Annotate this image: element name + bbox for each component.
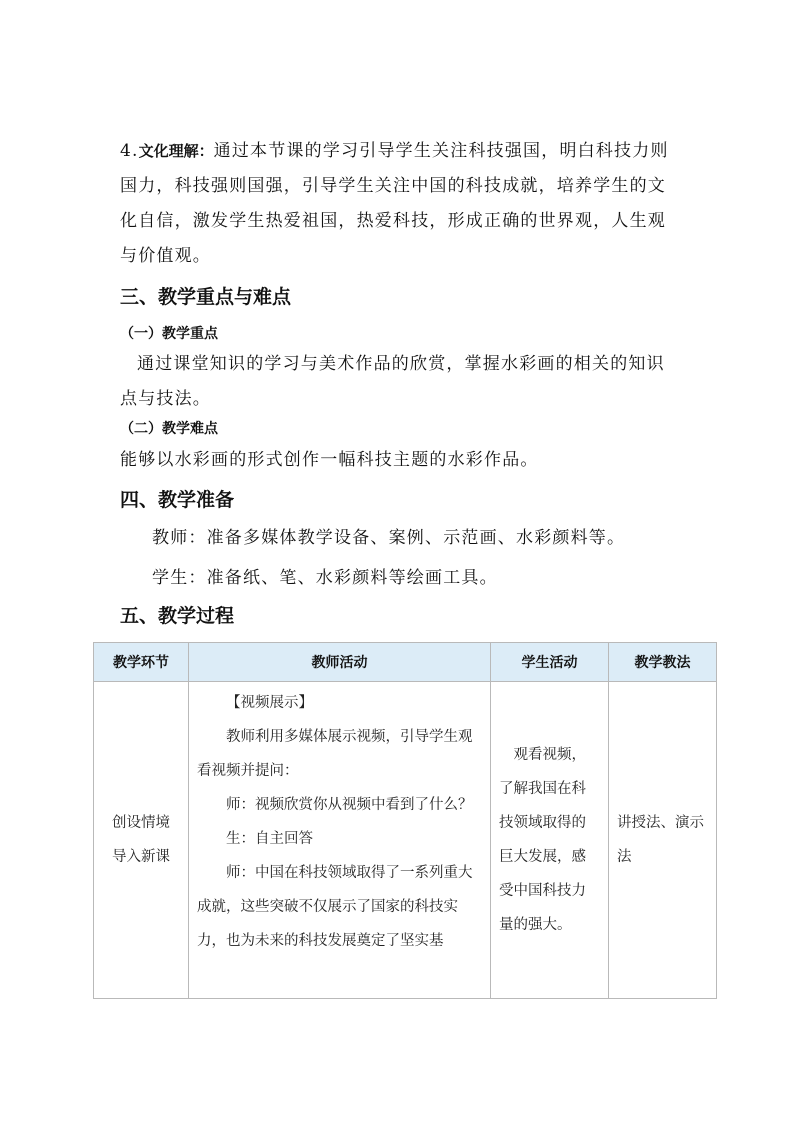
preparation-heading: 四、教学准备	[120, 489, 235, 511]
teacher-activity-line: 生：自主回答	[226, 831, 313, 847]
teaching-method-cell	[609, 682, 717, 999]
key-point-heading: （一）教学重点	[120, 326, 218, 342]
student-activity-text: 观看视频，了解我国在科技领域取得的巨大发展，感受中国科技力量的强大。	[499, 747, 586, 933]
header-student-activity: 学生活动	[491, 643, 609, 682]
culture-understanding-paragraph	[120, 134, 680, 274]
header-teaching-method: 教学教法	[609, 643, 717, 682]
teacher-activity-line: 【视频展示】	[226, 695, 313, 711]
header-segment: 教学环节	[94, 643, 189, 682]
item-number: 4.	[120, 141, 139, 161]
focus-heading: 三、教学重点与难点	[120, 286, 292, 308]
segment-line: 创设情境	[112, 815, 170, 831]
key-point-text: 通过课堂知识的学习与美术作品的欣赏，掌握水彩画的相关的知识点与技法。	[120, 354, 665, 409]
table-row	[94, 682, 717, 999]
lesson-process-table	[93, 642, 717, 999]
item-text: 通过本节课的学习引导学生关注科技强国，明白科技力则国力，科技强则国强，引导学生关注中国的科技成就，培养学生的文化自信，激发学生热爱祖国，热爱科技，形成正确的世界观，人生观与价值观。	[120, 141, 669, 266]
item-label-separator: ：	[198, 142, 214, 160]
teacher-preparation: 教师：准备多媒体教学设备、案例、示范画、水彩颜料等。	[152, 528, 626, 548]
table-header-row	[94, 643, 717, 682]
teacher-activity-line: 师：视频欣赏你从视频中看到了什么？	[226, 797, 473, 813]
student-preparation: 学生：准备纸、笔、水彩颜料等绘画工具。	[152, 568, 498, 588]
difficult-point-heading: （二）教学难点	[120, 421, 218, 437]
header-teacher-activity: 教师活动	[189, 643, 491, 682]
segment-cell	[94, 682, 189, 999]
segment-line: 导入新课	[112, 849, 170, 865]
difficult-point-text: 能够以水彩画的形式创作一幅科技主题的水彩作品。	[120, 450, 539, 470]
teacher-activity-line: 师：中国在科技领域取得了一系列重大成就，这些突破不仅展示了国家的科技实力，也为未来的科技发展奠定了坚实基	[197, 865, 473, 949]
teacher-activity-line: 教师利用多媒体展示视频，引导学生观看视频并提问：	[197, 729, 473, 779]
process-heading: 五、教学过程	[120, 605, 235, 627]
item-label: 文化理解	[138, 142, 199, 160]
teacher-activity-cell	[189, 682, 491, 999]
teaching-method-text: 讲授法、演示法	[617, 815, 704, 865]
student-activity-cell	[491, 682, 609, 999]
